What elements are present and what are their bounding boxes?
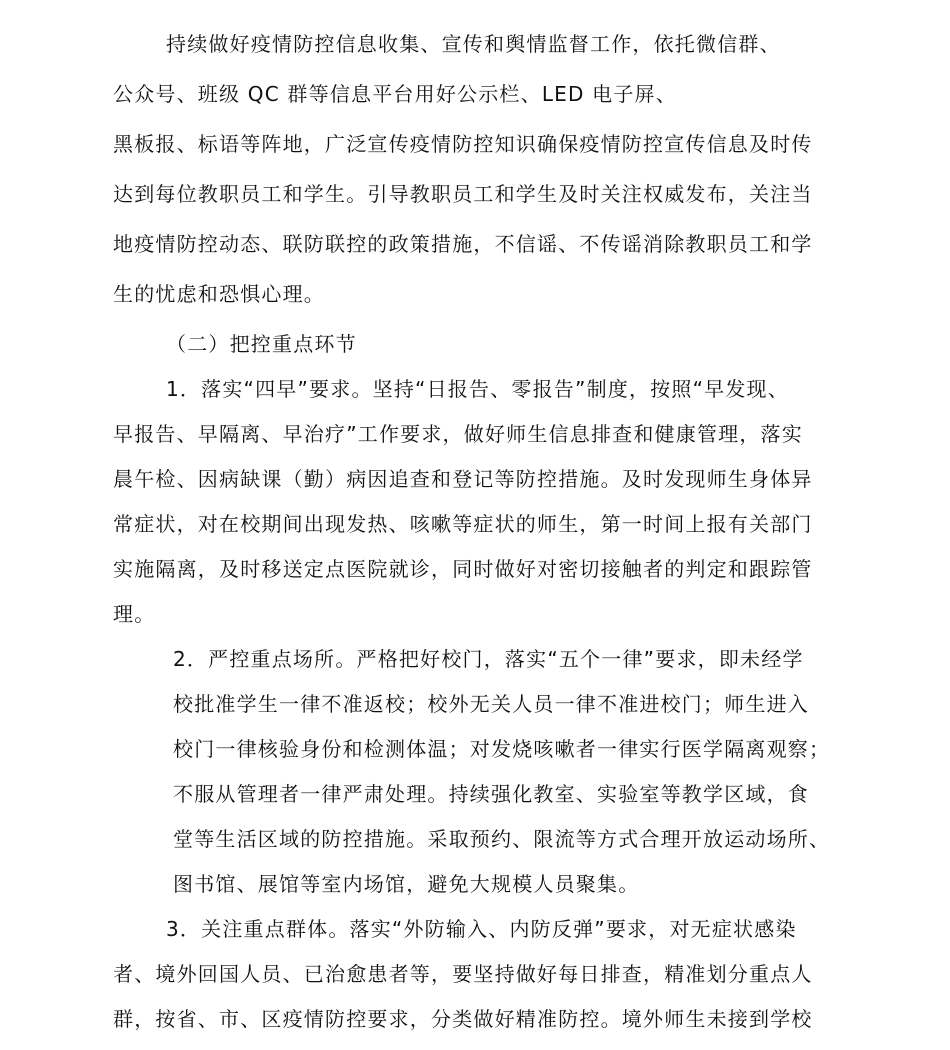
section-heading: （二）把控重点环节: [166, 332, 357, 356]
paragraph-line: 生的忧虑和恐惧心理。: [113, 282, 325, 306]
paragraph-line: 晨午检、因病缺课（勤）病因追查和登记等防控措施。及时发现师生身体异: [113, 467, 813, 491]
paragraph-line: 群，按省、市、区疫情防控要求，分类做好精准防控。境外师生未接到学校: [113, 1007, 813, 1031]
paragraph-line: 3．关注重点群体。落实“外防输入、内防反弹”要求，对无症状感染: [166, 917, 797, 941]
paragraph-line: 堂等生活区域的防控措施。采取预约、限流等方式合理开放运动场所、: [173, 827, 831, 851]
paragraph-line: 早报告、早隔离、早治疗”工作要求，做好师生信息排查和健康管理，落实: [113, 422, 803, 446]
paragraph-line: 地疫情防控动态、联防联控的政策措施，不信谣、不传谣消除教职员工和学: [113, 232, 813, 256]
paragraph-line: 2．严控重点场所。严格把好校门，落实“五个一律”要求，即未经学: [173, 647, 804, 671]
paragraph-line: 图书馆、展馆等室内场馆，避免大规模人员聚集。: [173, 872, 640, 896]
paragraph-line: 公众号、班级 QC 群等信息平台用好公示栏、LED 电子屏、: [113, 82, 677, 106]
paragraph-line: 达到每位教职员工和学生。引导教职员工和学生及时关注权威发布，关注当: [113, 182, 813, 206]
paragraph-line: 校门一律核验身份和检测体温；对发烧咳嗽者一律实行医学隔离观察；: [173, 737, 831, 761]
paragraph-line: 1．落实“四早”要求。坚持“日报告、零报告”制度，按照“早发现、: [166, 377, 789, 401]
paragraph-line: 不服从管理者一律严肃处理。持续强化教室、实验室等教学区域，食: [173, 782, 809, 806]
paragraph-line: 持续做好疫情防控信息收集、宣传和舆情监督工作，依托微信群、: [166, 32, 781, 56]
paragraph-line: 者、境外回国人员、已治愈患者等，要坚持做好每日排查，精准划分重点人: [113, 962, 813, 986]
paragraph-line: 黑板报、标语等阵地，广泛宣传疫情防控知识确保疫情防控宣传信息及时传: [113, 132, 813, 156]
paragraph-line: 常症状，对在校期间出现发热、咳嗽等症状的师生，第一时间上报有关部门: [113, 512, 813, 536]
paragraph-line: 实施隔离，及时移送定点医院就诊，同时做好对密切接触者的判定和跟踪管: [113, 557, 813, 581]
paragraph-line: 理。: [113, 602, 156, 626]
paragraph-line: 校批准学生一律不准返校；校外无关人员一律不准进校门；师生进入: [173, 692, 809, 716]
